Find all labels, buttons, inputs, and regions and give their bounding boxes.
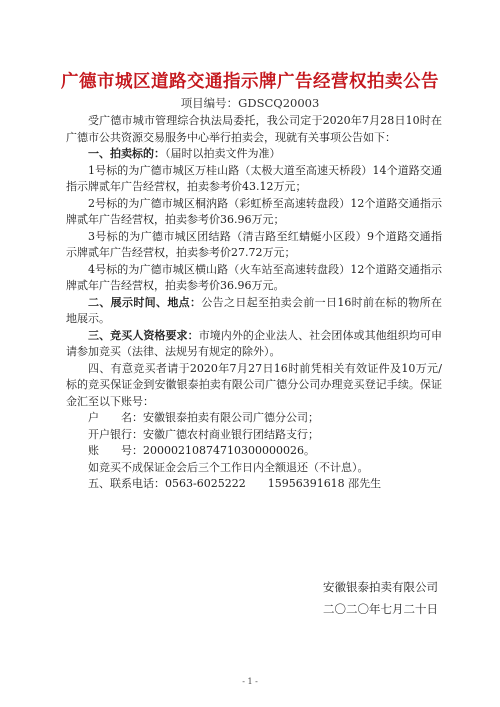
section-2-title: 二、展示时间、地点： [88,295,202,309]
issue-date: 二〇二〇年七月二十日 [323,602,438,616]
page-number: - 1 - [242,677,258,686]
section-1-note: （届时以拍卖文件为准） [165,147,281,160]
lot-2: 2号标的为广德市城区桐汭路（彩虹桥至高速转盘段）12个道路交通指示牌贰年广告经营权，拍卖参考价36.96万元； [66,196,442,226]
section-3-title: 三、竞买人资格要求： [88,328,199,342]
signature-block [323,576,438,620]
section-1-heading [66,146,442,163]
account-number: 账 号：20000210874710300000026。 [88,444,315,457]
section-1-title: 一、拍卖标的： [88,147,165,160]
intro-paragraph: 受广德市城市管理综合执法局委托，我公司定于2020年7月28日10时在广德市公共资源交易服务中心举行拍卖会，现就有关事项公告如下： [66,114,442,144]
section-3-text: 市境内外的企业法人、社会团体或其他组织均可申请参加竞买（法律、法规另有规定的除外）。 [66,328,443,358]
section-2-text: 公告之日起至拍卖会前一日16时前在标的物所在地展示。 [66,295,443,325]
document-body [66,113,442,493]
section-2 [66,295,442,328]
account-bank: 开户银行：安徽广德农村商业银行团结路支行； [88,427,319,441]
company-name: 安徽银泰拍卖有限公司 [323,580,438,594]
refund-note: 如竞买不成保证金会后三个工作日内全额退还（不计息）。 [88,460,369,474]
account-name: 户 名：安徽银泰拍卖有限公司广德分公司； [88,411,319,424]
section-3 [66,328,442,361]
contact-line: 五、联系电话：0563-6025222 15956391618 邵先生 [88,477,382,490]
lot-3: 3号标的为广德市城区团结路（清吉路至红蜻蜓小区段）9个道路交通指示牌贰年广告经营权，拍卖参考价27.72万元； [66,229,442,259]
page-title: 广德市城区道路交通指示牌广告经营权拍卖公告 [61,72,439,92]
project-number: 项目编号：GDSCQ20003 [180,96,320,110]
lot-4: 4号标的为广德市城区横山路（火车站至高速转盘段）12个道路交通指示牌贰年广告经营权，拍卖参考价36.96万元。 [66,262,442,292]
section-4: 四、有意竞买者请于2020年7月27日16时前凭相关有效证件及10万元/标的竞买保证金到安徽银泰拍卖有限公司广德分公司办理竞买登记手续。保证金汇至以下账号： [66,361,442,408]
lot-1: 1号标的为广德市城区万桂山路（太极大道至高速天桥段）14个道路交通指示牌贰年广告经营权，拍卖参考价43.12万元； [66,163,442,193]
